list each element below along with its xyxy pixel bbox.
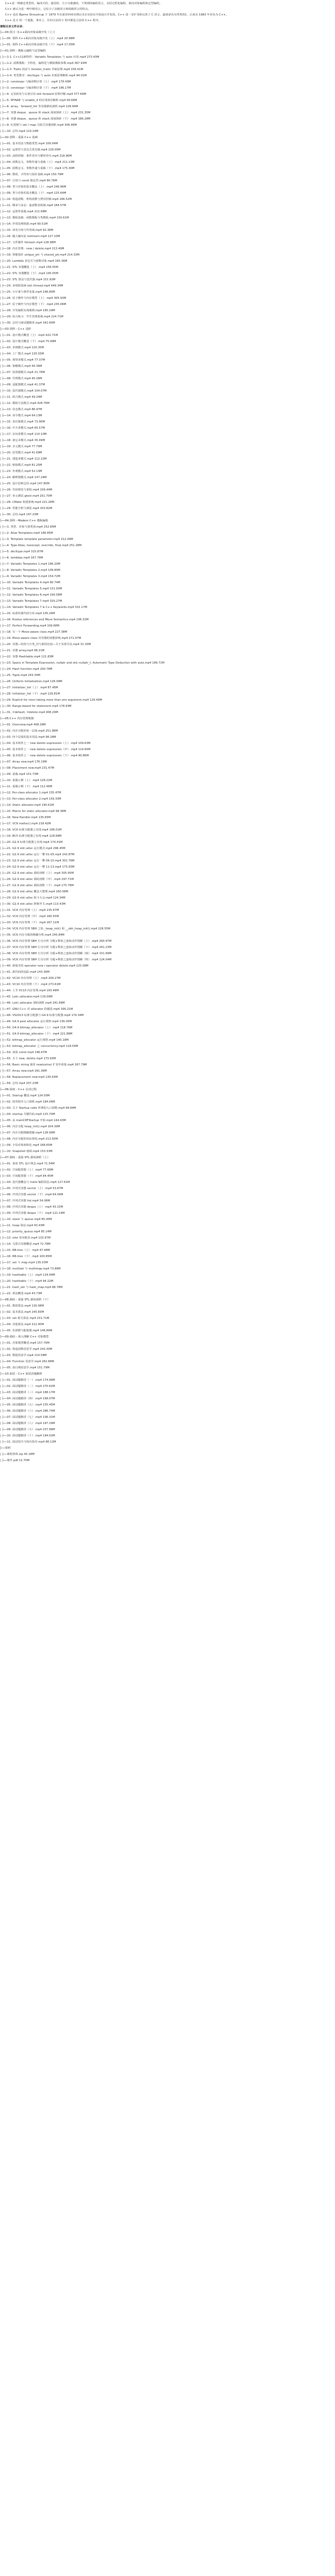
tree-file: | ├──51. G4.9 bitmap_allocator（下）.mp4 221.88M — [0, 1032, 73, 1036]
tree-file: | ├──20. 容器—结构与分类_旧与新的比较—关于实现手法.mp4 31.30M — [0, 643, 91, 646]
tree-file: | ├──08. 代理模式.mp4 40.26M — [0, 377, 42, 380]
tree-file: | ├──07. 内存分配精确图解.mp4 128.99M — [0, 1131, 55, 1134]
tree-file: | ├──6. lambdas.mp4 167.79M — [0, 556, 43, 560]
tree-file: | ├──07. 装饰器模式.mp4 21.78M — [0, 371, 45, 374]
tree-file: | ├──17. 文件操作 fstream.mp4 128.98M — [0, 241, 56, 244]
tree-file: | ├──04. 基本构件之一 new delete expression（上）.mp4 109.63M — [0, 742, 91, 745]
tree-file: | ├──03. 面试题精讲（三）.mp4 188.17M — [0, 1391, 55, 1394]
tree-file: | ├──20. hashtable（下）.mp4 94.22M — [0, 1280, 54, 1283]
tree-file: | ├──14. 关联式容器概述.mp4 72.78M — [0, 1243, 51, 1246]
tree-file: | ├──05. 仿函数与配接器.mp4 146.89M — [0, 1329, 53, 1332]
tree-file: | ├──10. 面试题精讲（十）.mp4 194.02M — [0, 1434, 55, 1437]
tree-file: | ├──18. VC6 标准分配器之实现.mp4 186.01M — [0, 828, 62, 832]
tree-file: | ├──20. 原型模式.mp4 41.69M — [0, 451, 42, 454]
tree-file: | ├──04. 工厂模式.mp4 135.03M — [0, 352, 44, 355]
tree-file: | ├──11. 重载示例（下）.mp4 112.46M — [0, 785, 53, 788]
tree-file: | ├──09. 重载.mp4 151.73M — [0, 773, 39, 776]
tree-file: | ├──52. bitmap_allocator 运行观察.mp4 140.18M — [0, 1039, 69, 1042]
tree-file: | ├──18. 写一个 Move-aware class.mp4 227.38M — [0, 631, 68, 634]
tree-file: | ├──38. VC6 内存管理 SBH 行为分析 分配+释放之连续动作图解（续）.mp4 151.69M — [0, 952, 112, 955]
tree-file: | ├──01. 对象模型概述.mp4 157.76M — [0, 1342, 49, 1345]
tree-file: | ├──26. G2.9 std::alloc 源码剖析（中）.mp4 297.71M — [0, 878, 74, 881]
tree-folder: ├──10.面试 - C++ 面试真题解析 — [0, 1372, 43, 1376]
tree-file: | ├──05. 面试题精讲（五）.mp4 155.45M — [0, 1403, 55, 1406]
tree-file: | ├──40. 新版本的 operator new / operator delete.mp4 125.08M — [0, 964, 89, 968]
tree-file: | ├──10. Snapshot 画面.mp4 153.33M — [0, 1150, 53, 1153]
tree-folder: ├──00.预习（C++面向对象高级开发（上）） — [0, 31, 57, 34]
tree-folder: ├──01.预科 - 模板元编程与泛型编程 — [0, 49, 46, 53]
tree-file: | ├──8. 容器 deque、queue 和 stack 深度探索（下）.mp4 186.28M — [0, 117, 91, 121]
tree-file: | ├──5. decltype.mp4 315.87M — [0, 550, 43, 553]
tree-file: | ├──08. 面试题精讲（八）.mp4 187.29M — [0, 1422, 55, 1425]
tree-file: | ├──09. 类与对象的基本概念（下）.mp4 125.64M — [0, 192, 66, 195]
tree-file: | ├──30. G2.9 std::alloc 移植至 C.mp4 113.43M — [0, 903, 65, 906]
tree-file: | ├──4. Type Alias, noexcept, override, final.mp4 251.28M — [0, 544, 82, 547]
tree-file: | ├──1-4. 类型推导：decltype 与 auto 实现原理解析.mp4 94.01M — [0, 74, 87, 77]
tree-file: | ├──11. 继承与多态：虚函数表机制.mp4 184.57M — [0, 204, 66, 207]
tree-file: | ├──13. Variadic Templates 7.mp4 316.27M — [0, 600, 62, 603]
tree-file: | ├──25. 设计原则总结.mp4 147.80M — [0, 482, 49, 485]
tree-file: | ├──09. 面试题精讲（九）.mp4 237.98M — [0, 1428, 55, 1431]
tree-file: | ├──22. STL 容器概览（下）.mp4 100.05M — [0, 272, 59, 275]
tree-file: | ├──1-2. 函数模板：全特化、偏特化与模板模板参数.mp4 367.93M — [0, 62, 87, 65]
tree-file: | ├──59. 总结.mp4 207.23M — [0, 1082, 39, 1085]
tree-file: | ├──20. G2.9 标准分配器之实现.mp4 174.41M — [0, 841, 63, 844]
tree-file: | ├──25. G2.9 std::alloc 源码剖析（上）.mp4 305.95M — [0, 872, 74, 875]
tree-file: | ├──06. 基本构件之一 new delete expression（下）.mp4 90.86M — [0, 754, 89, 757]
tree-file: | ├──55. 关于 new, delete.mp4 173.93M — [0, 1057, 56, 1060]
tree-file: | ├──12. priority_queue.mp4 85.14M — [0, 1230, 52, 1233]
tree-file: | ├──01. 重谈 STL 设计理念.mp4 71.54M — [0, 1162, 55, 1165]
tree-file: | ├──07. 引用与 const 限定符.mp4 80.76M — [0, 179, 57, 182]
tree-file: | ├──22. 容器 Hashtable.mp4 121.83M — [0, 655, 54, 658]
tree-file: | ├──13. 模板基础：函数模板与类模板.mp4 150.61M — [0, 216, 69, 219]
tree-file: | ├──24. Hash function.mp4 200.76M — [0, 668, 53, 671]
tree-file: | ├──22. G2.9 std::alloc 运行一瞥 01-05.mp4 242.87M — [0, 853, 75, 856]
tree-file: | ├──58. Replacement new.mp4 130.63M — [0, 1076, 58, 1079]
tree-file: | ├──19. Move-aware class 对容器的效能影响.mp4 271.07M — [0, 637, 81, 640]
tree-file: | ├──22. 桥接模式.mp4 81.25M — [0, 464, 42, 467]
tree-file: | ├──09. 适配器模式.mp4 41.37M — [0, 383, 45, 386]
tree-file: | ├──25. Tuple.mp4 243.34M — [0, 674, 40, 677]
tree-file: | ├──2. constexpr 与编译期计算（上）.mp4 178.43M — [0, 80, 71, 83]
tree-file: | ├──31. =default, =delete.mp4 408.29M — [0, 711, 58, 714]
tree-file: | ├──21. hash_set 与 hash_map.mp4 88.78M — [0, 1286, 63, 1289]
tree-file: | ├──19. hashtable（上）.mp4 129.94M — [0, 1274, 55, 1277]
tree-file: | ├──02. 设计模式概述（下）.mp4 75.99M — [0, 340, 56, 343]
tree-folder: ├──资料 — [0, 1447, 11, 1450]
tree-file: | ├──05. 序列式容器 vector（上）.mp4 53.67M — [0, 1187, 63, 1190]
tree-file: | ├──43. VC10 内存管理（下）.mp4 273.61M — [0, 983, 61, 986]
tree-folder: ├──02.预科 - 重温 C++ 基础 — [0, 136, 38, 139]
tree-file: | ├──20. Lambda 表达式与函数对象.mp4 165.36M — [0, 260, 68, 263]
tree-folder: ├──03.预科 - C++ 进阶 — [0, 328, 31, 331]
tree-file: | ├──31. VC6 内存管理（上）.mp4 235.67M — [0, 909, 59, 912]
tree-file: | ├──02. 构造函数语意学.mp4 243.30M — [0, 1348, 53, 1351]
tree-file: | ├──01. Startup 概述.mp4 124.50M — [0, 1094, 50, 1097]
tree-file: | ├──16. Rvalue references and Move Semantics.mp4 106.32M — [0, 618, 89, 621]
tree-file: | ├──10. Variadic Templates 4.mp4 80.74M — [0, 581, 60, 584]
tree-file: | ├──4. 完美转发与右值引用 std::forward 原理详解.mp4 377.69M — [0, 93, 87, 96]
tree-file: | ├──04. 函数定义、参数传递与重载（上）.mp4 211.13M — [0, 161, 75, 164]
tree-file: | ├──25. 互斥量与条件变量.mp4 166.80M — [0, 291, 55, 294]
tree-file: | ├──03. 单例模式.mp4 120.35M — [0, 346, 44, 349]
tree-file: | ├──22. 算法概述.mp4 43.73M — [0, 1292, 42, 1295]
tree-file: | ├──02. 运算符与表达式优先级.mp4 226.05M — [0, 148, 61, 151]
tree-file: | ├──1-3. Traits 技法与 iterator_traits 萃取原理.mp4 156.41M — [0, 68, 83, 71]
tree-file: | ├──08. Placement new.mp4 231.47M — [0, 767, 54, 770]
tree-file: | ├──19. BC5 标准分配器之实现.mp4 128.68M — [0, 835, 62, 838]
tree-file: | ├──34. VC6 内存管理 SBH 之始 _heap_init() 和 __sbh_heap_init().mp4 228.55M — [0, 927, 111, 930]
tree-file: | ├──16. 中介者模式.mp4 60.57M — [0, 427, 45, 430]
tree-file: | ├──5. SFINAE 与 enable_if 的应用场景解析.mp4 56.66M — [0, 99, 77, 102]
tree-folder: ├──07.源码 - 重温 STL 源码剖析（上） — [0, 1156, 50, 1159]
tree-file: | ├──28. Initializer_list（下）.mp4 129.81M — [0, 692, 60, 696]
tree-file: | ├──12. Per-class allocator 1.mp4 235.47M — [0, 791, 61, 794]
tree-file: | ├──56. Basic string 使用 new(extra) 扩充申请量.mp4 267.79M — [0, 1063, 87, 1066]
tree-file: | ├──02. 基本算法.mp4 245.83M — [0, 1311, 44, 1314]
tree-file: | ├──01. 基本语法与数据类型.mp4 109.04M — [0, 142, 58, 145]
tree-file: | ├──33. VC6 内存管理（下）.mp4 267.11M — [0, 921, 59, 924]
tree-file: | ├──9. 红黑树与 set / map 关联式容器剖析.mp4 306.46M — [0, 124, 77, 127]
tree-file: | ├──13. slist 单向链表.mp4 133.97M — [0, 1236, 51, 1240]
tree-file: | ├──10. stack 与 queue.mp4 85.40M — [0, 1218, 52, 1221]
tree-file: | ├──29. 性能分析与调优.mp4 103.82M — [0, 507, 53, 510]
tree-file: | ├──15. 命名空间与作用域.mp4 92.38M — [0, 229, 54, 232]
tree-file: | ├──37. VC6 内存管理 SBH 行为分析 分配+释放之连续动作图解（下）.mp4 261.23M — [0, 946, 112, 949]
intro-paragraph: C++ 被认为是一种中级语言，它综合了高级语言和低级语言的特点。 — [5, 8, 91, 11]
tree-file: | ├──3. constexpr 与编译期计算（下）.mp4 186.17M — [0, 87, 71, 90]
tree-folder: ├──06.深度 - C++ 启动过程 — [0, 1088, 37, 1091]
tree-file: | ├──23. G2.9 std::alloc 运行一瞥 06-10.mp4 301.76M — [0, 859, 75, 862]
tree-file: | ├──32. VC6 内存管理（中）.mp4 160.55M — [0, 915, 59, 918]
tree-file: | ├──11. 面试技巧与简历指导.mp4 86.12M — [0, 1440, 56, 1444]
tree-folder: ├──05.C++ 内存管理机制 — [0, 717, 34, 720]
tree-file: | ├──27. 原子操作与内存模型（下）.mp4 235.06M — [0, 303, 66, 306]
tree-file: | ├──6. array、forward_list 等容器源码剖析.mp4 128.94M — [0, 105, 78, 108]
tree-file: | ├──27. G2.9 std::alloc 源码剖析（下）.mp4 175.78M — [0, 884, 74, 887]
tree-file: | ├──14. 命令模式.mp4 64.13M — [0, 414, 42, 417]
tree-file: | ├──17. VC6 malloc().mp4 218.42M — [0, 822, 51, 825]
tree-file: | ├──04. 其他算法.mp4 212.40M — [0, 1323, 44, 1326]
tree-file: | ├──30. 总结与面试题精讲.mp4 342.90M — [0, 321, 55, 325]
tree-file: | ├──08. 类与对象的基本概念（上）.mp4 246.96M — [0, 185, 66, 189]
tree-file: | ├──04. 面试题精讲（四）.mp4 168.07M — [0, 1397, 55, 1400]
tree-file: | ├──35. VC6 内存分配的精确分析.mp4 245.84M — [0, 934, 64, 937]
tree-file: | ├──02. 简单程序入口剖析.mp4 184.06M — [0, 1100, 55, 1104]
tree-file: | ├──03. 关于 Startup code 所谓的入口函数.mp4 99.84M — [0, 1107, 76, 1110]
tree-file: | ├──13. Per-class allocator 2.mp4 159.33M — [0, 798, 61, 801]
tree-file: | ├──26. 原子操作与内存模型（上）.mp4 305.93M — [0, 297, 66, 300]
tree-file: | ├──47. GNU C++ 对 allocator 的描述.mp4 166.21M — [0, 1008, 73, 1011]
tree-folder: ├──08.源码 - 重温 STL 源码剖析（下） — [0, 1298, 50, 1301]
tree-file: | ├──01. 面试题精讲（一）.mp4 174.98M — [0, 1379, 55, 1382]
tree-file: | ├──11. 组合模式.mp4 49.24M — [0, 396, 42, 399]
tree-file: | ├──04. 迭代器概念与 traits 编程技法.mp4 127.61M — [0, 1181, 70, 1184]
tree-file: | ├──16. RB-tree（下）.mp4 100.85M — [0, 1255, 52, 1258]
tree-file: | ├──23. 外观模式.mp4 52.13M — [0, 470, 42, 473]
tree-file: | ├──27. Initializer_list（上）.mp4 87.45M — [0, 686, 58, 689]
tree-file: | ├──07. Array new.mp4 176.19M — [0, 760, 47, 764]
tree-file: | ├──10. 重载示例（上）.mp4 128.22M — [0, 779, 53, 782]
tree-file: | ├──01. 预科 C++面向对象高级开发（下）.mp4 17.05M — [0, 43, 75, 46]
tree-file: | ├──02. 内存分配的每一层面.mp4 251.98M — [0, 730, 58, 733]
tree-file: | ├──08. 内存分配的实际情况.mp4 213.50M — [0, 1138, 58, 1141]
tree-file: | ├──09. 序列式容器 deque（下）.mp4 121.16M — [0, 1212, 65, 1215]
tree-file: | ├──17. 访问者模式.mp4 110.10M — [0, 433, 47, 436]
tree-file: | ├──1-1. C++11新特性：Variadic Templates 与 auto 应用.mp4 273.43M — [0, 56, 99, 59]
tree-file: | ├──53. bitmap_allocator 之 concurrency.mp4 118.54M — [0, 1045, 78, 1048]
tree-file: | ├──15. 责任链模式.mp4 73.90M — [0, 420, 45, 423]
tree-file: | ├──03. 四个层面的基本用法.mp4 98.26M — [0, 736, 56, 739]
tree-file: | ├──06. 数组、字符串与指针基础.mp4 150.79M — [0, 173, 63, 176]
tree-file: | ├──09. 全局对象初始化.mp4 188.65M — [0, 1144, 53, 1147]
tree-file: | ├──02. 面试题精讲（二）.mp4 270.62M — [0, 1385, 55, 1388]
tree-file: | ├──3. Template template parameter.mp4 212.49M — [0, 538, 73, 541]
tree-file: | ├──12. 模板方法模式.mp4 428.76M — [0, 402, 49, 405]
tree-file: | ├──06. 面试题精讲（六）.mp4 286.74M — [0, 1410, 55, 1413]
tree-file: | ├──07. 面试题精讲（七）.mp4 106.31M — [0, 1416, 55, 1419]
tree-file: | ├──10. 总结.mp4 110.14M — [0, 130, 39, 133]
intro-paragraph: C++ 是由 Bjarne Stroustrup 于 1979 年在新泽西州美利山贝尔实验室开始设计开发的。C++ 进一步扩充和完善了 C 语言，最初命名为带类的C，后来在 1983 年更名为 C++。 — [5, 13, 229, 16]
tree-file: | ├──03. 数据语意学.mp4 210.58M — [0, 1354, 47, 1357]
tree-file: | ├──00. 预科 C++面向对象高级开发（上）.mp4 20.98M — [0, 37, 75, 40]
tree-file: | ├──06. 内存分配 heap_init().mp4 204.30M — [0, 1125, 60, 1128]
tree-file: | ├──06. 序列式容器 vector（下）.mp4 64.56M — [0, 1193, 63, 1196]
tree-file: | ├──12. Variadic Templates 6.mp4 190.58M — [0, 594, 62, 597]
tree-file: | ├──17. set 与 map.mp4 135.03M — [0, 1261, 48, 1264]
tree-file: | ├──23. STL 算法与迭代器.mp4 151.92M — [0, 278, 56, 281]
tree-file: | ├──01. 设计模式概述（上）.mp4 422.71M — [0, 334, 58, 337]
tree-file: | ├──9. Variadic Templates 3.mp4 154.72M — [0, 575, 60, 578]
tree-file: | ├──08. 序列式容器 deque（上）.mp4 43.15M — [0, 1206, 63, 1209]
tree-file: | ├──15. RB-tree（上）.mp4 47.48M — [0, 1249, 50, 1252]
tree-file: | ├──49. G4.9 pool allocator 运行观察.mp4 139.26M — [0, 1020, 72, 1023]
tree-file: | ├──14. 异常处理机制.mp4 90.51M — [0, 223, 48, 226]
tree-file: | ├──19. 智能指针 unique_ptr 与 shared_ptr.mp4 214.33M — [0, 253, 80, 257]
tree-file: | ├──18. 内存管理：new / delete.mp4 213.40M — [0, 247, 64, 250]
tree-file: | ├──24. 多线程基础 std::thread.mp4 449.34M — [0, 284, 63, 287]
tree-file: | ├──29. 综合练习：学生管理系统.mp4 224.71M — [0, 315, 63, 318]
tree-file: | ├──21. 建造者模式.mp4 112.22M — [0, 457, 47, 461]
tree-file: | ├──12. 运算符重载.mp4 211.68M — [0, 210, 47, 213]
tree-file: | ├──05. 基本构件之一 new delete expression（中）.mp4 114.65M — [0, 748, 91, 751]
tree-file: | ├──45. Loki::allocator.mp4 119.09M — [0, 995, 53, 998]
tree-file: | ├──21. 容器 array.mp4 98.21M — [0, 649, 45, 652]
tree-file: | ├──17. Perfect Forwarding.mp4 109.68M — [0, 624, 60, 628]
tree-file: | ├──课程资料.zip 45.18M — [0, 1453, 35, 1456]
tree-file: | ├──01. 数值算法.mp4 130.08M — [0, 1304, 44, 1308]
tree-file: | ├──28. G2.9 std::alloc 概念大整理.mp4 160.58M — [0, 890, 69, 893]
tree-file: | ├──03. 流程控制：条件语句与循环语句.mp4 218.96M — [0, 155, 72, 158]
tree-file: | ├──16. 输入输出流 iostream.mp4 127.10M — [0, 235, 60, 238]
tree-folder: ├──09.源码 - 深入理解 C++ 对象模型 — [0, 1335, 49, 1338]
tree-file: | ├──21. G2.9 std::alloc 运行模式.mp4 296.45M — [0, 847, 65, 850]
tree-file: | ├──29. Explicit for ctors taking more than one argument.mp4 129.49M — [0, 699, 102, 702]
tree-file: | ├──27. 单元测试 gtest.mp4 251.70M — [0, 495, 53, 498]
tree-file: | ├──课件.pdf 12.70M — [0, 1459, 30, 1462]
tree-file: | ├──05. 函数定义、参数传递与重载（下）.mp4 175.30M — [0, 167, 75, 170]
tree-file: | ├──03. set 相关算法.mp4 231.71M — [0, 1317, 49, 1320]
tree-file: | ├──05. 执行期语意学.mp4 151.79M — [0, 1366, 49, 1369]
tree-file: | ├──10. 构造函数、析构函数与拷贝控制.mp4 166.52M — [0, 198, 72, 201]
tree-file: | ├──30. 总结.mp4 147.23M — [0, 513, 39, 516]
tree-file: | ├──8. Variadic Templates 2.mp4 109.80M — [0, 569, 60, 572]
tree-file: | ├──28. 并发编程实战案例.mp4 185.29M — [0, 309, 55, 312]
tree-file: | ├──11. heap 算法.mp4 93.43M — [0, 1224, 45, 1227]
tree-file: | ├──18. 备忘录模式.mp4 35.49M — [0, 439, 45, 442]
tree-file: | ├──10. 迭代器模式.mp4 104.07M — [0, 389, 47, 393]
tree-file: | ├──14. Variadic Templates 7 & C++ Keywords.mp4 332.17M — [0, 606, 88, 609]
tree-file: | ├──50. G4.9 bitmap_allocator（上）.mp4 118.76M — [0, 1026, 73, 1029]
tree-file: | ├──03. 空间配置器（下）.mp4 84.45M — [0, 1175, 54, 1178]
tree-file: | ├──44. 上节 VC10 内存管理.mp4 193.48M — [0, 989, 59, 992]
tree-file: | ├──04. startup 关键代码.mp4 125.70M — [0, 1113, 55, 1116]
section-heading: 课程目录文件目录： — [0, 25, 25, 28]
intro-paragraph: C++ 是 C 的一个超集，事实上，任何合法的 C 程序都是合法的 C++ 程序。 — [5, 19, 102, 22]
tree-file: | ├──24. 解释器模式.mp4 147.24M — [0, 476, 47, 479]
tree-file: | ├──21. STL 容器概览（上）.mp4 156.05M — [0, 266, 59, 269]
tree-file: | ├──48. VS2013 标准分配器与 G4.9 标准分配器.mp4 174.34M — [0, 1014, 84, 1017]
tree-folder: ├──04.预科 - Modern C++ 模板编程 — [0, 519, 48, 522]
tree-file: | ├──06. 策略模式.mp4 56.36M — [0, 365, 42, 368]
tree-file: | ├──57. Array new.mp4 261.36M — [0, 1070, 47, 1073]
tree-file: | ├──05. 观察者模式.mp4 77.37M — [0, 359, 45, 362]
tree-file: | ├──16. New Handler.mp4 135.83M — [0, 816, 51, 819]
tree-file: | ├──15. 标准库源代码分布.mp4 105.26M — [0, 612, 55, 615]
tree-file: | ├──28. CMake 构建系统.mp4 221.28M — [0, 501, 55, 504]
tree-file: | ├──04. Function 语意学.mp4 262.88M — [0, 1360, 54, 1363]
tree-file: | ├──7. 容器 deque、queue 和 stack 深度探索（上）.mp4 231.35M — [0, 111, 91, 114]
tree-file: | ├──2. Alias Templates.mp4 186.85M — [0, 532, 53, 535]
intro-paragraph: C++是一种静态类型的、编译式的、通用的、大小写敏感的、不规则的编程语言，支持过程化编程、面向对象编程和泛型编程。 — [5, 2, 162, 5]
tree-file: | ├──15. Macro for static allocator.mp4 98.38M — [0, 810, 66, 813]
tree-file: | ├──18. multiset 与 multimap.mp4 73.86M — [0, 1267, 61, 1270]
tree-file: | ├──26. Uniform Initialization.mp4 126.09M — [0, 680, 62, 683]
tree-file: | ├──26. 代码规范与重构.mp4 109.44M — [0, 488, 53, 492]
tree-file: | ├──7. Variadic Templates 1.mp4 166.20M — [0, 563, 60, 566]
tree-file: | ├──05. 从 mainCRTStartup 开始.mp4 144.43M — [0, 1119, 66, 1122]
tree-file: | ├──29. G2.9 std::alloc 批斗大会.mp4 124.34M — [0, 896, 65, 900]
tree-file: | ├──02. 空间配置器（上）.mp4 77.69M — [0, 1168, 54, 1172]
tree-file: | ├──46. Loki::allocator 源码剖析.mp4 241.68M — [0, 1002, 65, 1005]
tree-file: | ├──23. Space in Template Expression, nullptr and std::nullptr_t, Automatic Type Deduction with auto.mp4 189.71M — [0, 662, 165, 665]
tree-file: | ├──41. 源代码的追踪.mp4 143.36M — [0, 971, 49, 974]
tree-file: | ├──42. VC10 内存管理（上）.mp4 209.27M — [0, 977, 61, 980]
tree-file: | ├──39. VC6 内存管理 SBH 行为分析 分配+释放之连续动作图解（终）.mp4 124.04M — [0, 958, 112, 961]
tree-file: | ├──1. 类型、对象与值类别.mp4 252.85M — [0, 526, 56, 529]
tree-file: | ├──54. 谈谈 const.mp4 146.67M — [0, 1051, 47, 1054]
tree-file: | ├──14. Static allocator.mp4 190.61M — [0, 804, 54, 807]
tree-file: | ├──07. 序列式容器 list.mp4 54.06M — [0, 1199, 51, 1202]
tree-file: | ├──30. Range-based for statement.mp4 178.93M — [0, 705, 72, 708]
tree-file: | ├──19. 享元模式.mp4 77.70M — [0, 445, 42, 448]
tree-file: | ├──24. G2.9 std::alloc 运行一瞥 11-13.mp4 175.93M — [0, 866, 75, 869]
tree-file: | ├──36. VC6 内存管理 SBH 行为分析 分配+释放之连续动作图解（上）.mp4 260.97M — [0, 940, 112, 943]
tree-file: | ├──13. 状态模式.mp4 86.97M — [0, 408, 42, 411]
tree-file: | ├──01. Overview.mp4 408.28M — [0, 723, 46, 726]
tree-file: | ├──11. Variadic Templates 5.mp4 131.93M — [0, 587, 62, 590]
